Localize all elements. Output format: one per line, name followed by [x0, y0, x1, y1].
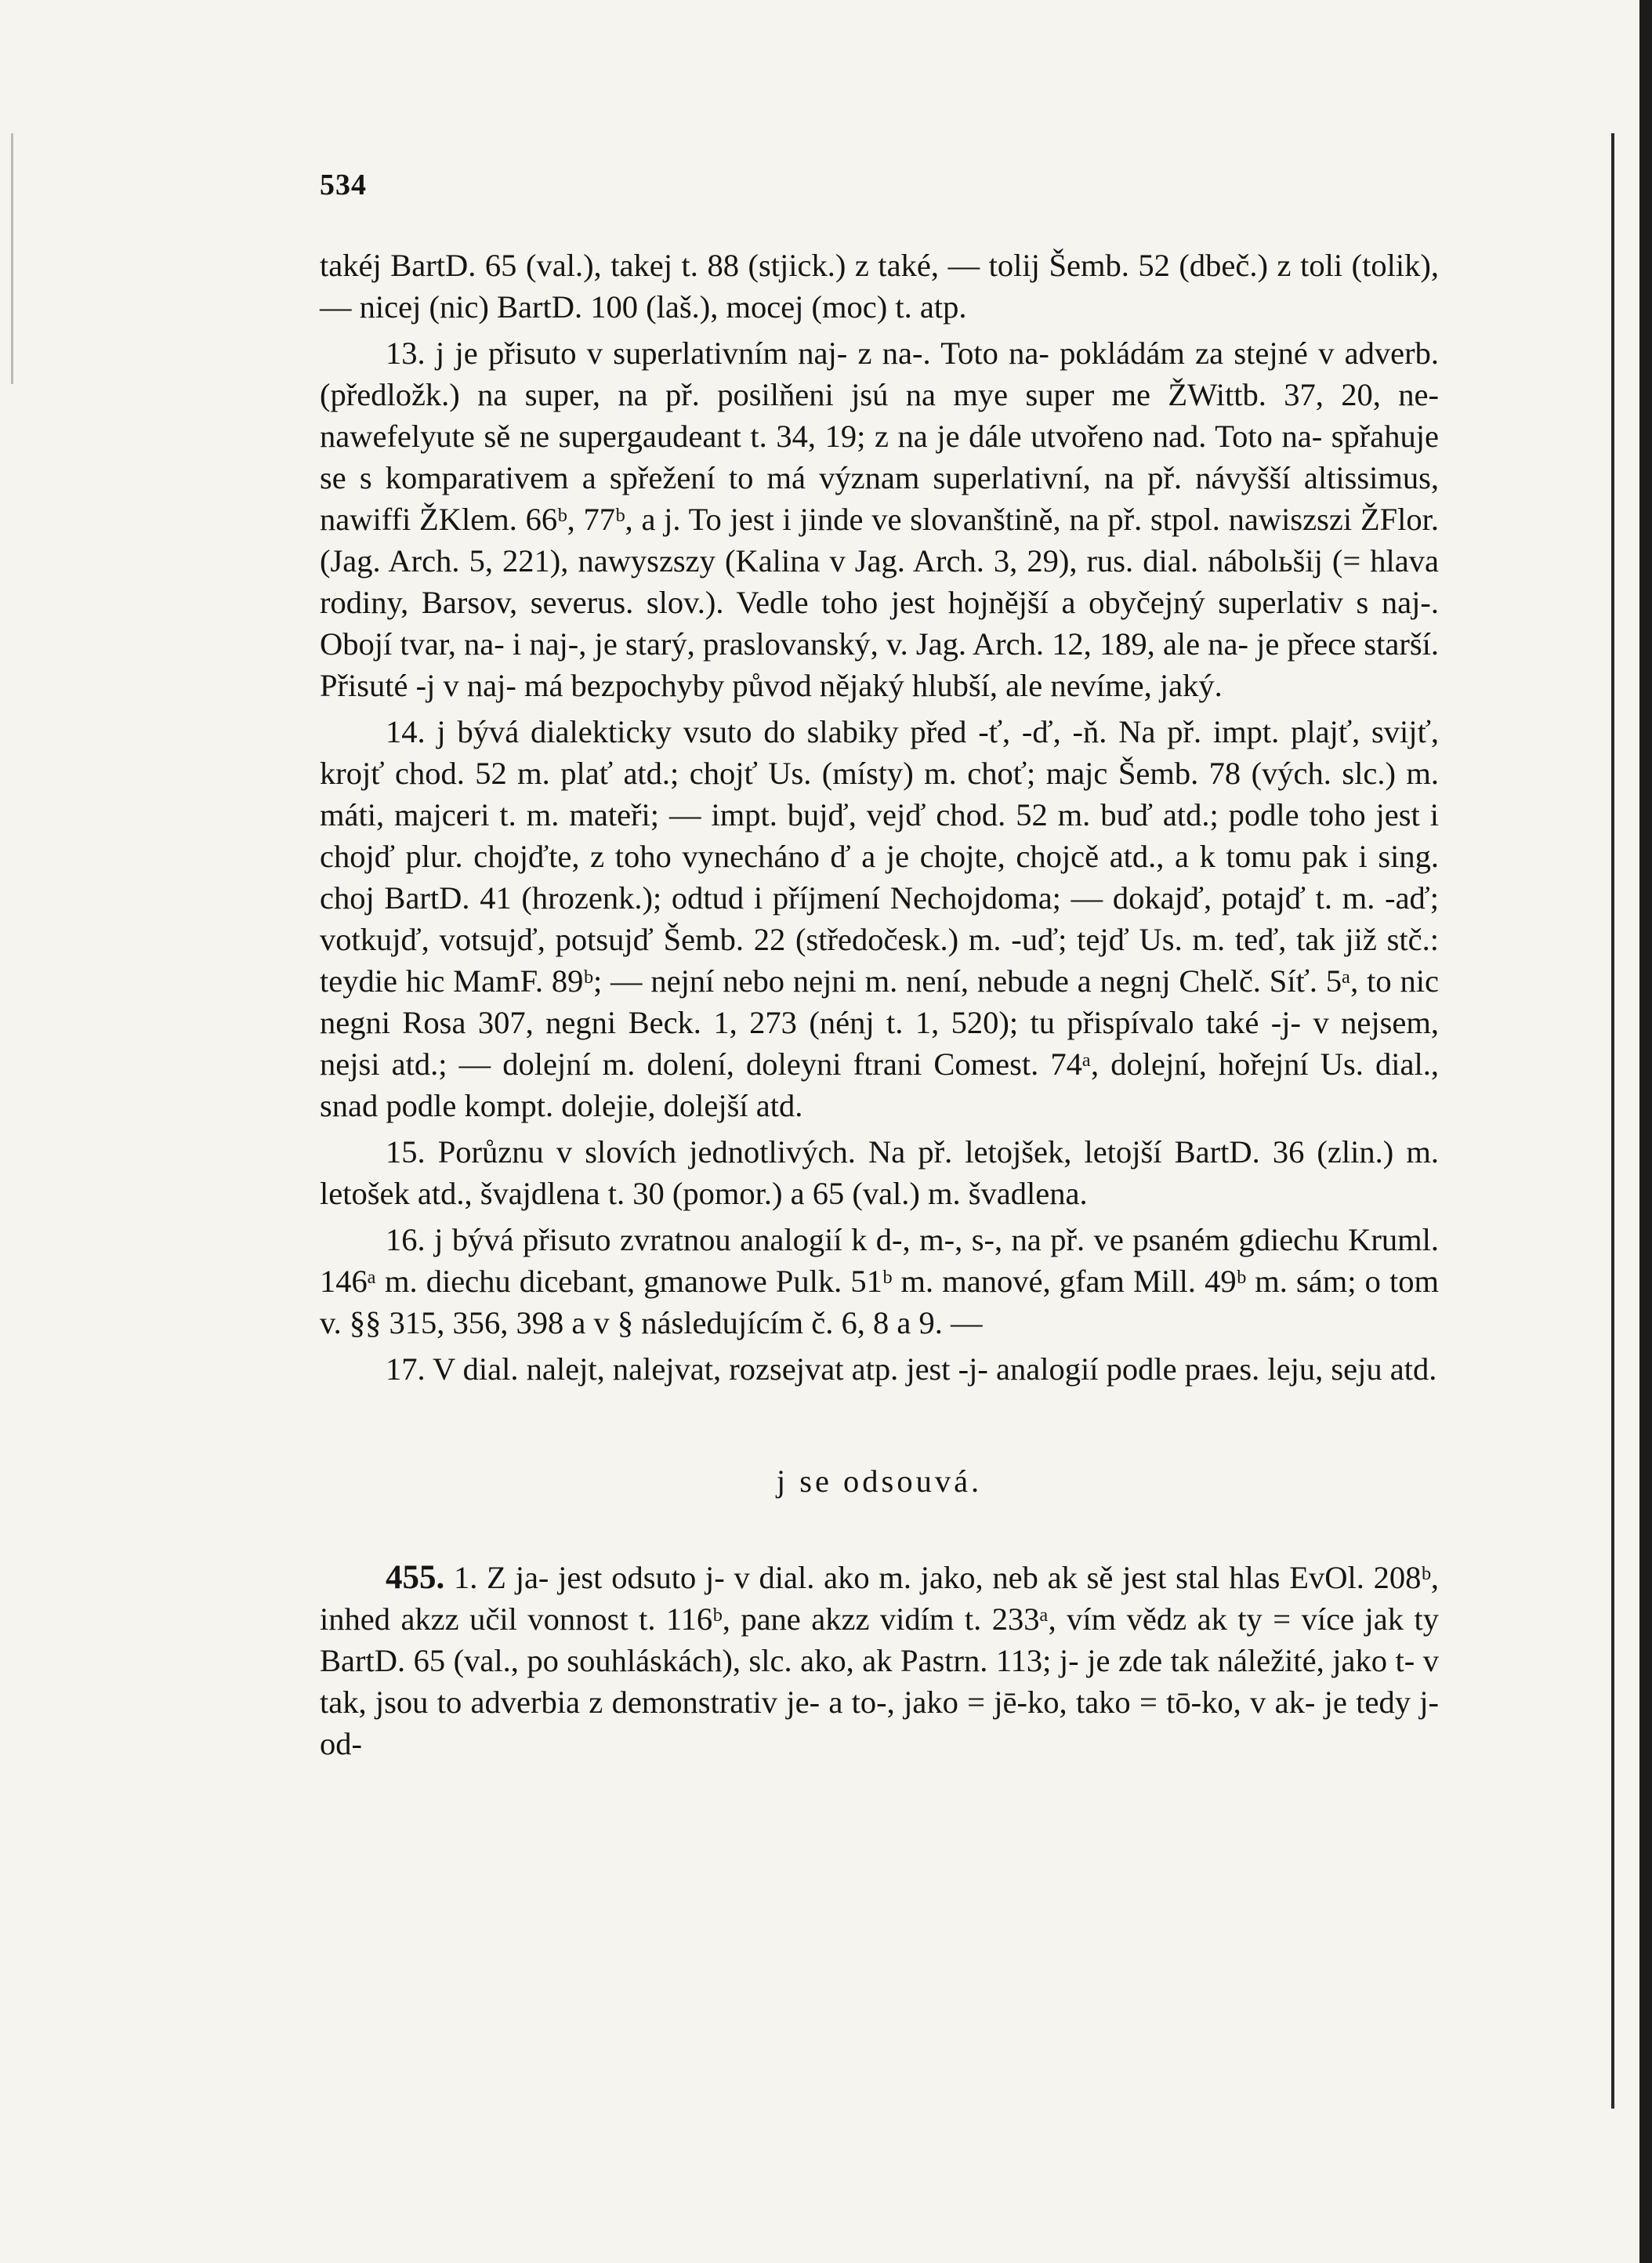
scan-line-left: [11, 133, 13, 384]
scan-line-right: [1611, 133, 1614, 2109]
scan-edge: [1639, 0, 1652, 2263]
section-heading: j se odsouvá.: [776, 1463, 983, 1499]
paragraph-0: takéj BartD. 65 (val.), takej t. 88 (stjick.) z také, — tolij Šemb. 52 (dbeč.) z toli (tolik), — nicej (nic) BartD. 100 (laš.), mocej (moc) t. atp.: [320, 248, 1439, 325]
paragraph-17: 17. V dial. nalejt, nalejvat, rozsejvat atp. jest -j- analogií podle praes. leju, seju atd.: [386, 1351, 1437, 1387]
section-number: 455.: [386, 1559, 445, 1596]
paragraph-455: [320, 1557, 1439, 1764]
page-number: 534: [320, 169, 367, 201]
paragraph-15: 15. Porůznu v slovích jednotlivých. Na př. letojšek, letojší BartD. 36 (zlin.) m. letošek atd., švajdlena t. 30 (pomor.) a 65 (val.) m. švadlena.: [320, 1134, 1439, 1211]
paragraph-455-text: 1. Z ja- jest odsuto j- v dial. ako m. jako, neb ak sě jest stal hlas EvOl. 208ᵇ, inhed akzz učil vonnost t. 116ᵇ, pane akzz vidím t. 233ᵃ, vím vědz ak ty = více jak ty BartD. 65 (val., po souhláskách), slc. ako, ak Pastrn. 113; j- je zde tak náležité, jako t- v tak, jsou to adverbia z demonstrativ je- a to-, jako = jē-ko, tako = tō-ko, v ak- je tedy j- od-: [320, 1560, 1440, 1761]
paragraph-13: 13. j je přisuto v superlativním naj- z na-. Toto na- pokládám za stejné v adverb. (předložk.) na super, na př. posilňeni jsú na mye super me ŽWittb. 37, 20, ne-nawefelyute sě ne supergaudeant t. 34, 19; z na je dále utvořeno nad. Toto na- spřahuje se s komparativem a spřežení to má význam superlativní, na př. návyšší altissimus, nawiffi ŽKlem. 66ᵇ, 77ᵇ, a j. To jest i jinde ve slovanštině, na př. stpol. nawiszszi ŽFlor. (Jag. Arch. 5, 221), nawyszszy (Kalina v Jag. Arch. 3, 29), rus. dial. nábolьšij (= hlava rodiny, Barsov, severus. slov.). Vedle toho jest hojnější a obyčejný superlativ s naj-. Obojí tvar, na- i naj-, je starý, praslovanský, v. Jag. Arch. 12, 189, ale na- je přece starší. Přisuté -j v naj- má bezpochyby původ nějaký hlubší, ale nevíme, jaký.: [320, 335, 1439, 703]
paragraph-16: 16. j bývá přisuto zvratnou analogií k d-, m-, s-, na př. ve psaném gdiechu Kruml. 146ᵃ m. diechu dicebant, gmanowe Pulk. 51ᵇ m. manové, gfam Mill. 49ᵇ m. sám; o tom v. §§ 315, 356, 398 a v § následujícím č. 6, 8 a 9. —: [320, 1222, 1439, 1340]
paragraph-14: 14. j bývá dialekticky vsuto do slabiky před -ť, -ď, -ň. Na př. impt. plajť, svijť, krojť chod. 52 m. plať atd.; chojť Us. (místy) m. choť; majc Šemb. 78 (vých. slc.) m. máti, majceri t. m. mateři; — impt. bujď, vejď chod. 52 m. buď atd.; podle toho jest i chojď plur. chojďte, z toho vynecháno ď a je chojte, chojcě atd., a k tomu pak i sing. choj BartD. 41 (hrozenk.); odtud i příjmení Nechojdoma; — dokajď, potajď t. m. -aď; votkujď, votsujď, potsujď Šemb. 22 (středočesk.) m. -uď; tejď Us. m. teď, tak již stč.: teydie hic MamF. 89ᵇ; — nejní nebo nejni m. není, nebude a negnj Chelč. Síť. 5ᵃ, to nic negni Rosa 307, negni Beck. 1, 273 (nénj t. 1, 520); tu přispívalo také -j- v nejsem, nejsi atd.; — dolejní m. dolení, doleyni ftrani Comest. 74ᵃ, dolejní, hořejní Us. dial., snad podle kompt. dolejie, dolejší atd.: [320, 714, 1439, 1123]
body-text: [320, 245, 1439, 1769]
